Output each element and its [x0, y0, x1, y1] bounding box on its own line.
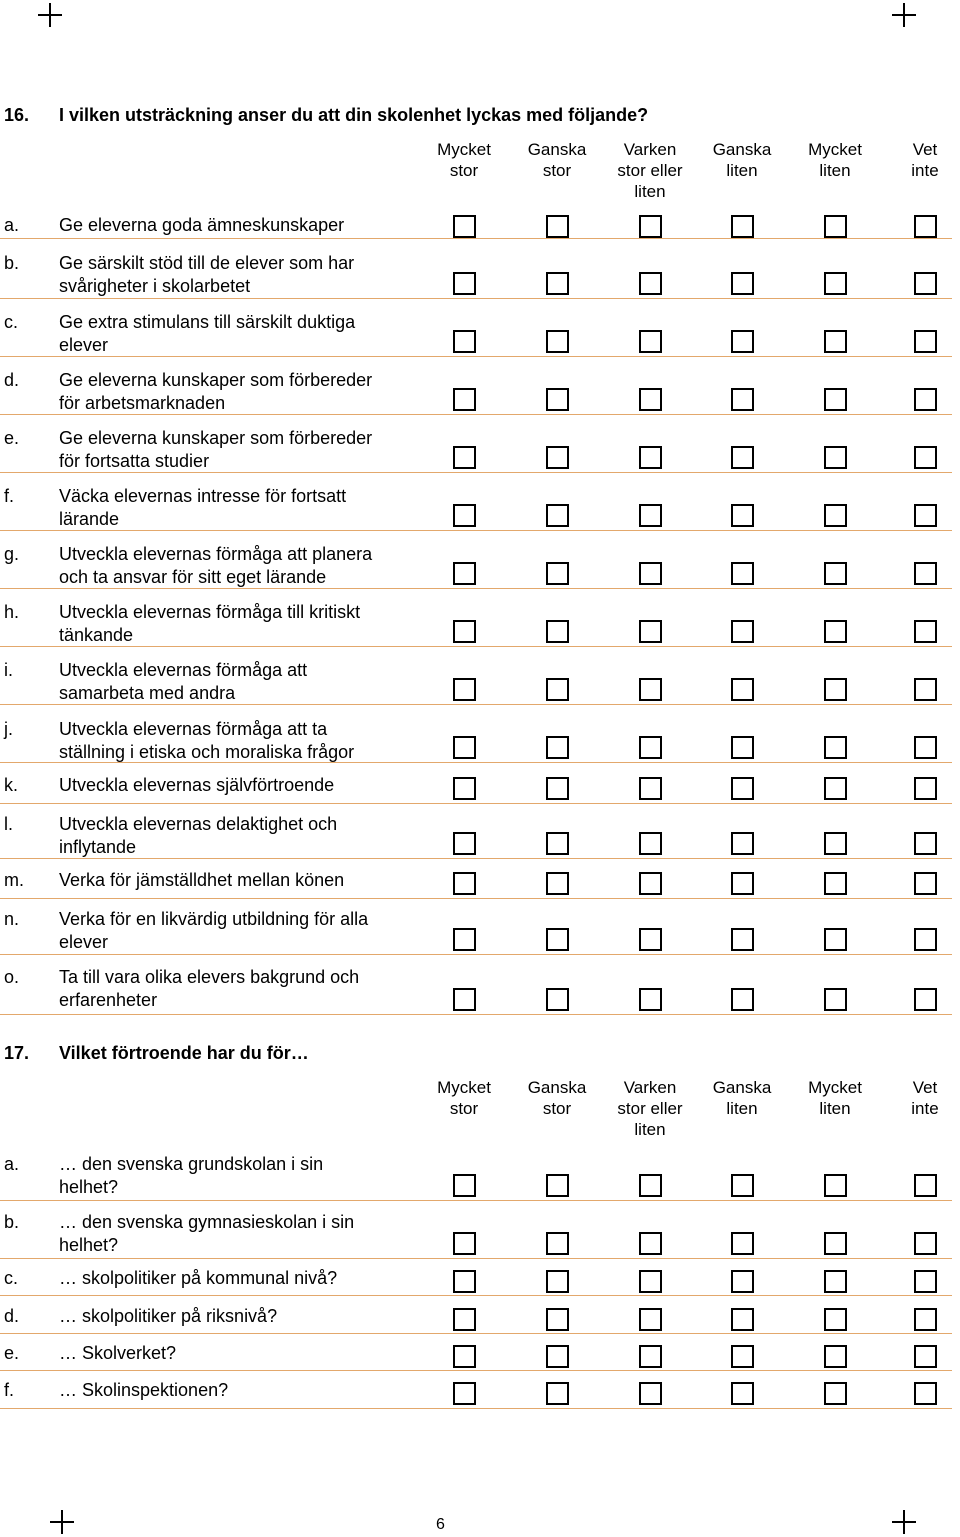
answer-checkbox[interactable]	[731, 504, 754, 527]
row-statement	[59, 427, 419, 473]
answer-checkbox[interactable]	[546, 678, 569, 701]
question-row	[0, 774, 952, 804]
answer-checkbox[interactable]	[546, 1174, 569, 1197]
row-letter: c.	[4, 1268, 19, 1288]
row-statement	[59, 311, 419, 357]
answer-checkbox[interactable]	[453, 1232, 476, 1255]
answer-checkbox[interactable]	[639, 330, 662, 353]
answer-checkbox[interactable]	[731, 928, 754, 951]
column-header-line: Ganska	[527, 1078, 587, 1097]
answer-checkbox[interactable]	[731, 215, 754, 238]
row-letter: d.	[4, 370, 20, 390]
row-letter: a.	[4, 1154, 20, 1174]
answer-checkbox[interactable]	[639, 215, 662, 238]
column-header-line: stor	[542, 161, 572, 180]
answer-checkbox[interactable]	[453, 620, 476, 643]
answer-checkbox[interactable]	[914, 504, 937, 527]
column-header	[419, 1077, 509, 1119]
row-statement-line: Verka för jämställdhet mellan könen	[59, 870, 345, 890]
answer-checkbox[interactable]	[453, 1174, 476, 1197]
row-letter: h.	[4, 602, 20, 622]
answer-checkbox[interactable]	[824, 736, 847, 759]
answer-checkbox[interactable]	[914, 928, 937, 951]
answer-checkbox[interactable]	[453, 777, 476, 800]
row-statement	[59, 1379, 419, 1402]
answer-checkbox[interactable]	[824, 678, 847, 701]
answer-checkbox[interactable]	[914, 777, 937, 800]
answer-checkbox[interactable]	[824, 872, 847, 895]
answer-checkbox[interactable]	[731, 1174, 754, 1197]
column-header-line: Mycket	[808, 140, 862, 159]
answer-checkbox[interactable]	[914, 388, 937, 411]
row-letter: k.	[4, 775, 19, 795]
question-text: Vilket förtroende har du för…	[59, 1043, 309, 1063]
answer-checkbox[interactable]	[731, 736, 754, 759]
row-statement	[59, 813, 419, 859]
crop-mark-bottom-left	[50, 1510, 74, 1534]
answer-checkbox[interactable]	[453, 388, 476, 411]
answer-checkbox[interactable]	[731, 832, 754, 855]
answer-checkbox[interactable]	[731, 1232, 754, 1255]
row-statement-line: helhet?	[59, 1177, 119, 1197]
answer-checkbox[interactable]	[824, 928, 847, 951]
row-statement-line: för fortsatta studier	[59, 451, 210, 471]
answer-checkbox[interactable]	[824, 215, 847, 238]
row-letter: l.	[4, 814, 13, 834]
row-statement	[59, 1153, 419, 1199]
answer-checkbox[interactable]	[824, 330, 847, 353]
answer-checkbox[interactable]	[453, 988, 476, 1011]
column-header-line: Vet	[912, 140, 938, 159]
column-header-line: Mycket	[437, 1078, 491, 1097]
row-statement-line: Utveckla elevernas delaktighet och	[59, 814, 338, 834]
answer-checkbox[interactable]	[824, 272, 847, 295]
row-statement	[59, 966, 419, 1012]
answer-checkbox[interactable]	[824, 504, 847, 527]
row-statement-line: lärande	[59, 509, 120, 529]
answer-checkbox[interactable]	[639, 988, 662, 1011]
row-statement-line: elever	[59, 335, 109, 355]
answer-checkbox[interactable]	[546, 1345, 569, 1368]
answer-checkbox[interactable]	[824, 988, 847, 1011]
question-row	[0, 250, 952, 299]
answer-checkbox[interactable]	[731, 272, 754, 295]
answer-checkbox[interactable]	[731, 988, 754, 1011]
question-row	[0, 541, 952, 589]
row-statement-line: Ge extra stimulans till särskilt duktiga	[59, 312, 356, 332]
column-header-line: Ganska	[712, 1078, 772, 1097]
answer-checkbox[interactable]	[546, 562, 569, 585]
row-letter: f.	[4, 486, 15, 506]
row-statement-line: för arbetsmarknaden	[59, 393, 226, 413]
answer-checkbox[interactable]	[639, 446, 662, 469]
answer-checkbox[interactable]	[546, 832, 569, 855]
row-statement	[59, 1267, 419, 1290]
crop-mark-top-left	[38, 3, 62, 27]
column-header	[605, 139, 695, 202]
row-statement-line: Ge eleverna goda ämneskunskaper	[59, 215, 345, 235]
row-statement-line: … Skolverket?	[59, 1343, 177, 1363]
row-statement-line: … den svenska gymnasieskolan i sin	[59, 1212, 355, 1232]
answer-checkbox[interactable]	[914, 872, 937, 895]
question-number: 16.	[4, 105, 30, 125]
row-statement-line: … Skolinspektionen?	[59, 1380, 229, 1400]
answer-checkbox[interactable]	[639, 504, 662, 527]
answer-checkbox[interactable]	[453, 678, 476, 701]
answer-checkbox[interactable]	[546, 272, 569, 295]
answer-checkbox[interactable]	[546, 1308, 569, 1331]
row-statement	[59, 543, 419, 589]
answer-checkbox[interactable]	[453, 1382, 476, 1405]
answer-checkbox[interactable]	[453, 215, 476, 238]
question-row	[0, 367, 952, 415]
answer-checkbox[interactable]	[453, 832, 476, 855]
row-statement	[59, 252, 419, 298]
row-statement	[59, 1342, 419, 1365]
answer-checkbox[interactable]	[546, 620, 569, 643]
row-statement	[59, 659, 419, 705]
answer-checkbox[interactable]	[546, 1270, 569, 1293]
question-row	[0, 309, 952, 357]
column-header-line: stor	[449, 161, 479, 180]
row-letter: j.	[4, 719, 13, 739]
row-statement-line: Ta till vara olika elevers bakgrund och	[59, 967, 360, 987]
answer-checkbox[interactable]	[824, 388, 847, 411]
answer-checkbox[interactable]	[453, 272, 476, 295]
column-header-line: stor	[542, 1099, 572, 1118]
row-statement-line: Utveckla elevernas förmåga till kritiskt	[59, 602, 361, 622]
row-statement-line: inflytande	[59, 837, 137, 857]
row-statement	[59, 485, 419, 531]
answer-checkbox[interactable]	[453, 1270, 476, 1293]
row-statement-line: samarbeta med andra	[59, 683, 236, 703]
column-header-line: liten	[819, 1099, 851, 1118]
row-letter: d.	[4, 1306, 20, 1326]
question-row	[0, 1342, 952, 1371]
question-row	[0, 599, 952, 647]
answer-checkbox[interactable]	[824, 1382, 847, 1405]
row-statement	[59, 601, 419, 647]
answer-checkbox[interactable]	[453, 330, 476, 353]
row-statement-line: … den svenska grundskolan i sin	[59, 1154, 324, 1174]
row-statement-line: Ge eleverna kunskaper som förbereder	[59, 370, 373, 390]
answer-checkbox[interactable]	[824, 1308, 847, 1331]
crop-mark-bottom-right	[892, 1510, 916, 1534]
row-statement	[59, 774, 419, 797]
row-statement	[59, 369, 419, 415]
answer-checkbox[interactable]	[731, 1382, 754, 1405]
question-row	[0, 1267, 952, 1296]
row-statement-line: Ge särskilt stöd till de elever som har	[59, 253, 355, 273]
column-header	[880, 1077, 960, 1119]
row-statement-line: … skolpolitiker på kommunal nivå?	[59, 1268, 338, 1288]
column-header-line: Vet	[912, 1078, 938, 1097]
answer-checkbox[interactable]	[546, 330, 569, 353]
row-statement-line: Ge eleverna kunskaper som förbereder	[59, 428, 373, 448]
answer-checkbox[interactable]	[731, 388, 754, 411]
page-number: 6	[436, 1516, 445, 1533]
column-header	[605, 1077, 695, 1140]
question-row	[0, 483, 952, 531]
answer-checkbox[interactable]	[731, 1345, 754, 1368]
answer-checkbox[interactable]	[731, 1270, 754, 1293]
answer-checkbox[interactable]	[639, 736, 662, 759]
row-statement-line: erfarenheter	[59, 990, 158, 1010]
question-row	[0, 869, 952, 899]
row-letter: m.	[4, 870, 24, 890]
row-statement-line: Utveckla elevernas förmåga att	[59, 660, 308, 680]
row-statement-line: och ta ansvar för sitt eget lärande	[59, 567, 327, 587]
row-letter: e.	[4, 428, 20, 448]
answer-checkbox[interactable]	[914, 678, 937, 701]
column-header	[697, 139, 787, 181]
column-header-line: Ganska	[712, 140, 772, 159]
answer-checkbox[interactable]	[453, 736, 476, 759]
column-header-line: liten	[726, 161, 758, 180]
question-row	[0, 716, 952, 763]
answer-checkbox[interactable]	[824, 1270, 847, 1293]
answer-checkbox[interactable]	[824, 832, 847, 855]
row-statement-line: Väcka elevernas intresse för fortsatt	[59, 486, 347, 506]
row-letter: n.	[4, 909, 20, 929]
row-statement-line: Verka för en likvärdig utbildning för alla	[59, 909, 369, 929]
answer-checkbox[interactable]	[914, 446, 937, 469]
column-header-line: Varken	[623, 1078, 677, 1097]
column-header-line: Mycket	[437, 140, 491, 159]
question-row	[0, 425, 952, 473]
column-header-line: stor eller	[617, 1099, 683, 1118]
answer-checkbox[interactable]	[824, 777, 847, 800]
question-row	[0, 964, 952, 1015]
row-letter: b.	[4, 1212, 20, 1232]
answer-checkbox[interactable]	[546, 988, 569, 1011]
answer-checkbox[interactable]	[546, 1382, 569, 1405]
row-statement-line: tänkande	[59, 625, 134, 645]
column-header-line: Mycket	[808, 1078, 862, 1097]
answer-checkbox[interactable]	[731, 330, 754, 353]
answer-checkbox[interactable]	[639, 1308, 662, 1331]
answer-checkbox[interactable]	[914, 1270, 937, 1293]
answer-checkbox[interactable]	[639, 1174, 662, 1197]
answer-checkbox[interactable]	[824, 620, 847, 643]
answer-checkbox[interactable]	[546, 388, 569, 411]
column-header-line: inte	[911, 1099, 939, 1118]
question-number: 17.	[4, 1043, 30, 1063]
answer-checkbox[interactable]	[639, 388, 662, 411]
row-statement	[59, 1211, 419, 1257]
answer-checkbox[interactable]	[546, 872, 569, 895]
answer-checkbox[interactable]	[731, 872, 754, 895]
crop-mark-top-right	[892, 3, 916, 27]
answer-checkbox[interactable]	[914, 832, 937, 855]
answer-checkbox[interactable]	[914, 988, 937, 1011]
question-title	[4, 1043, 309, 1064]
answer-checkbox[interactable]	[453, 928, 476, 951]
column-header	[790, 1077, 880, 1119]
answer-checkbox[interactable]	[639, 1232, 662, 1255]
answer-checkbox[interactable]	[639, 272, 662, 295]
answer-checkbox[interactable]	[453, 1308, 476, 1331]
column-header-line: stor eller	[617, 161, 683, 180]
question-row	[0, 1305, 952, 1334]
answer-checkbox[interactable]	[914, 1345, 937, 1368]
answer-checkbox[interactable]	[639, 1345, 662, 1368]
row-statement-line: … skolpolitiker på riksnivå?	[59, 1306, 278, 1326]
answer-checkbox[interactable]	[731, 562, 754, 585]
answer-checkbox[interactable]	[453, 562, 476, 585]
row-letter: f.	[4, 1380, 15, 1400]
row-statement-line: Utveckla elevernas självförtroende	[59, 775, 335, 795]
column-header-line: Varken	[623, 140, 677, 159]
row-statement	[59, 718, 419, 764]
row-statement-line: ställning i etiska och moraliska frågor	[59, 742, 355, 762]
answer-checkbox[interactable]	[546, 1232, 569, 1255]
answer-checkbox[interactable]	[824, 562, 847, 585]
question-row	[0, 1151, 952, 1201]
row-letter: b.	[4, 253, 20, 273]
answer-checkbox[interactable]	[546, 928, 569, 951]
row-statement-line: elever	[59, 932, 109, 952]
column-header-line: liten	[819, 161, 851, 180]
answer-checkbox[interactable]	[914, 1382, 937, 1405]
question-row	[0, 906, 952, 955]
question-text: I vilken utsträckning anser du att din skolenhet lyckas med följande?	[59, 105, 649, 125]
answer-checkbox[interactable]	[824, 1232, 847, 1255]
answer-checkbox[interactable]	[824, 446, 847, 469]
column-header-line: Ganska	[527, 140, 587, 159]
column-header-line: inte	[911, 161, 939, 180]
answer-checkbox[interactable]	[914, 1232, 937, 1255]
answer-checkbox[interactable]	[824, 1345, 847, 1368]
answer-checkbox[interactable]	[639, 1382, 662, 1405]
answer-checkbox[interactable]	[639, 777, 662, 800]
answer-checkbox[interactable]	[639, 1270, 662, 1293]
answer-checkbox[interactable]	[914, 215, 937, 238]
column-header	[419, 139, 509, 181]
answer-checkbox[interactable]	[914, 1174, 937, 1197]
answer-checkbox[interactable]	[639, 678, 662, 701]
answer-checkbox[interactable]	[639, 872, 662, 895]
column-header	[790, 139, 880, 181]
answer-checkbox[interactable]	[453, 446, 476, 469]
answer-checkbox[interactable]	[453, 872, 476, 895]
answer-checkbox[interactable]	[546, 215, 569, 238]
row-letter: a.	[4, 215, 20, 235]
answer-checkbox[interactable]	[914, 562, 937, 585]
row-statement-line: Utveckla elevernas förmåga att planera	[59, 544, 373, 564]
answer-checkbox[interactable]	[731, 777, 754, 800]
answer-checkbox[interactable]	[639, 620, 662, 643]
column-header-line: liten	[634, 182, 666, 201]
question-row	[0, 214, 952, 239]
answer-checkbox[interactable]	[731, 620, 754, 643]
answer-checkbox[interactable]	[546, 504, 569, 527]
question-title	[4, 105, 648, 126]
answer-checkbox[interactable]	[453, 504, 476, 527]
row-statement	[59, 908, 419, 954]
row-statement	[59, 869, 419, 892]
answer-checkbox[interactable]	[546, 446, 569, 469]
answer-checkbox[interactable]	[914, 620, 937, 643]
row-statement-line: helhet?	[59, 1235, 119, 1255]
question-row	[0, 1379, 952, 1409]
answer-checkbox[interactable]	[824, 1174, 847, 1197]
column-header-line: liten	[634, 1120, 666, 1139]
column-header-line: liten	[726, 1099, 758, 1118]
answer-checkbox[interactable]	[914, 272, 937, 295]
row-letter: i.	[4, 660, 13, 680]
question-row	[0, 1209, 952, 1259]
question-row	[0, 657, 952, 705]
answer-checkbox[interactable]	[639, 928, 662, 951]
answer-checkbox[interactable]	[914, 330, 937, 353]
answer-checkbox[interactable]	[731, 446, 754, 469]
answer-checkbox[interactable]	[731, 1308, 754, 1331]
row-statement	[59, 214, 419, 237]
row-letter: c.	[4, 312, 19, 332]
answer-checkbox[interactable]	[914, 736, 937, 759]
answer-checkbox[interactable]	[731, 678, 754, 701]
row-statement	[59, 1305, 419, 1328]
row-statement-line: Utveckla elevernas förmåga att ta	[59, 719, 328, 739]
row-statement-line: svårigheter i skolarbetet	[59, 276, 251, 296]
answer-checkbox[interactable]	[639, 832, 662, 855]
column-header-line: stor	[449, 1099, 479, 1118]
column-header	[697, 1077, 787, 1119]
answer-checkbox[interactable]	[639, 562, 662, 585]
answer-checkbox[interactable]	[546, 736, 569, 759]
row-letter: e.	[4, 1343, 20, 1363]
answer-checkbox[interactable]	[914, 1308, 937, 1331]
row-letter: g.	[4, 544, 20, 564]
answer-checkbox[interactable]	[546, 777, 569, 800]
column-header	[512, 1077, 602, 1119]
column-header	[880, 139, 960, 181]
question-row	[0, 811, 952, 859]
row-letter: o.	[4, 967, 20, 987]
column-header	[512, 139, 602, 181]
answer-checkbox[interactable]	[453, 1345, 476, 1368]
